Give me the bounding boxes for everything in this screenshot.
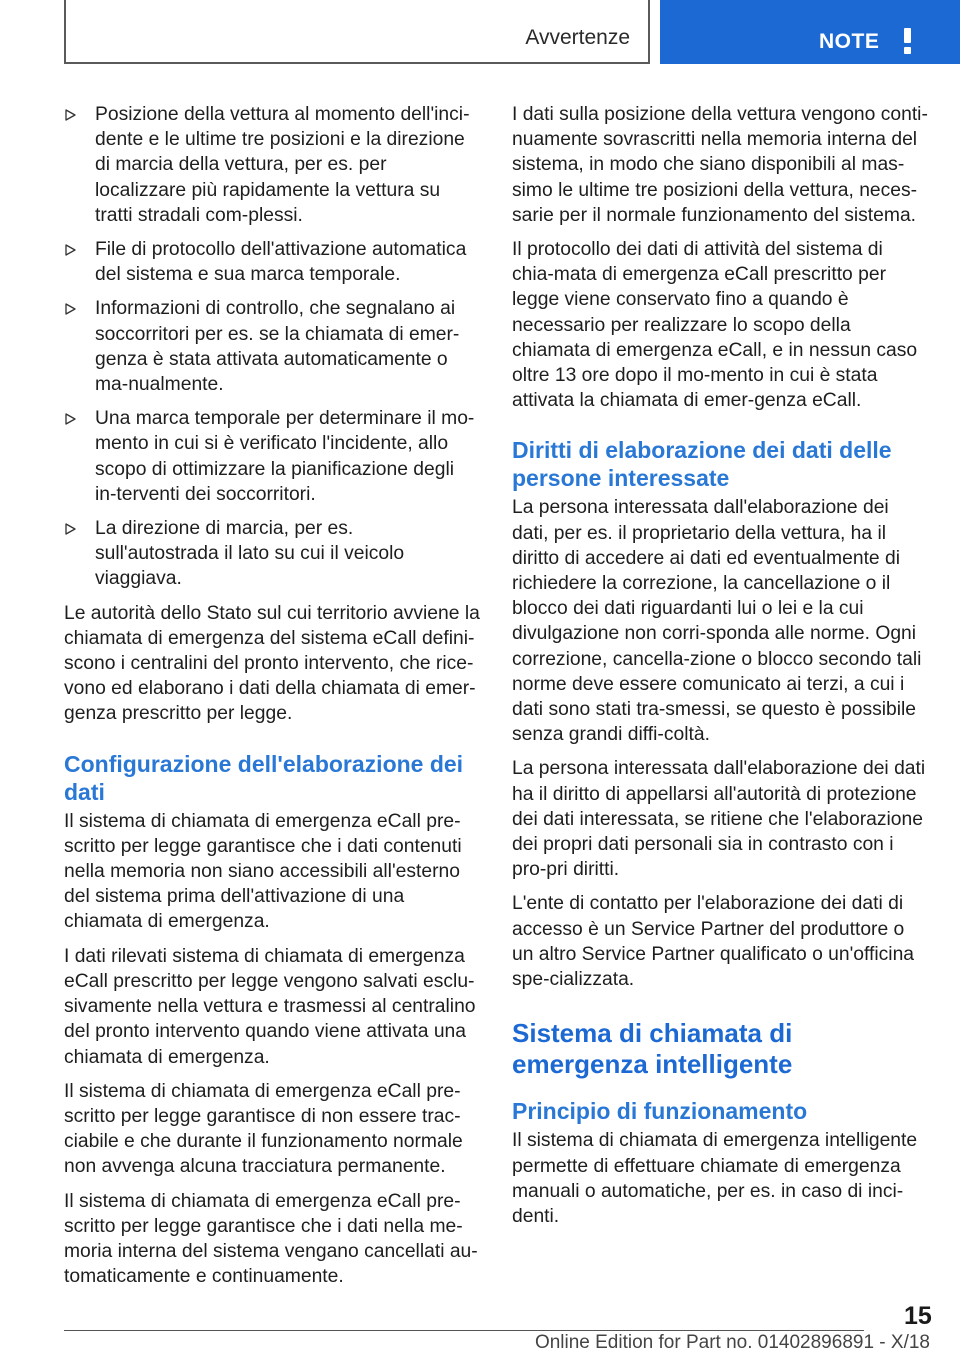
footer-edition: Online Edition for Part no. 01402896891 - X/18 (534, 1332, 930, 1353)
triangle-right-outline-icon (65, 303, 76, 315)
section-heading: Configurazione dell'elaborazione dei dati (64, 750, 464, 805)
header-section-title: Avvertenze (525, 26, 630, 49)
list-item (64, 516, 480, 592)
paragraph: I dati sulla posizione della vettura vengono conti-nuamente sovrascritti nella memoria interna del sistema, in modo che siano disponibili al mas-simo le ultime tre posizioni della vettura, neces-sarie per il normale funzionamento del sistema. (512, 104, 928, 226)
list-item (64, 406, 480, 507)
paragraph: Il sistema di chiamata di emergenza eCall pre-scritto per legge garantisce che i dati contenuti nella memoria non siano accessibili all'esterno del sistema prima dell'attivazione di una chiamata di emergenza. (64, 810, 462, 933)
triangle-right-outline-icon (65, 413, 76, 425)
paragraph: L'ente di contatto per l'elaborazione dei dati di accesso è un Service Partner del produttore o un altro Service Partner qualificato o un'officina spe-cializzata. (512, 893, 915, 991)
triangle-right-outline-icon (65, 109, 76, 121)
paragraph: La persona interessata dall'elaborazione dei dati ha il diritto di appellarsi all'autorità di protezione dei dati interessata, se ritiene che l'elaborazione dei propri dati personali sia in contrasto con i pro-pri diritti. (512, 758, 926, 881)
list-item-text: File di protocollo dell'attivazione automatica del sistema e sua marca temporale. (95, 239, 467, 286)
chapter-heading: Sistema di chiamata di emergenza intelligente (512, 1018, 793, 1080)
left-column (64, 102, 480, 1298)
list-item-text: La direzione di marcia, per es. sull'autostrada il lato su cui il veicolo viaggiava. (95, 518, 405, 590)
triangle-right-outline-icon (65, 523, 76, 535)
section-heading: Diritti di elaborazione dei dati delle persone interessate (512, 437, 892, 492)
paragraph: Il sistema di chiamata di emergenza eCall pre-scritto per legge garantisce che i dati nella me-moria interna del sistema vengano cancellati au-tomaticamente e continuamente. (64, 1190, 478, 1288)
list-item-text: Una marca temporale per determinare il mo-mento in cui si è verificato l'incidente, allo scopo di ottimizzare la pianificazione degli in-terventi dei soccorritori. (95, 408, 475, 505)
triangle-right-outline-icon (65, 244, 76, 256)
paragraph: I dati rilevati sistema di chiamata di emergenza eCall prescritto per legge vengono salvati esclu-sivamente nella vettura e trasmessi al centralino del pronto intervento quando viene attivata una chiamata di emergenza. (64, 945, 476, 1068)
exclamation-icon (900, 28, 914, 54)
header-note-tab (660, 0, 960, 64)
header-section-box (64, 0, 650, 64)
footer-divider (64, 1330, 864, 1331)
paragraph: La persona interessata dall'elaborazione dei dati, per es. il proprietario della vettura, ha il diritto di accedere ai dati ed eventualmente di richiedere la correzione, la cancellazione o il blocco dei dati riguardanti lui o lei e la cui divulgazione non corri-sponda alle norme. Ogni correzione, cancella-zione o blocco secondo tali norme deve essere comunicato ai terzi, a cui i dati sono stati tra-smessi, se questo è possibile senza grandi diffi-coltà. (512, 497, 922, 746)
paragraph: Il sistema di chiamata di emergenza intelligente permette di effettuare chiamate di emergenza manuali o automatiche, per es. in caso di inci-denti. (512, 1130, 918, 1227)
section-heading: Principio di funzionamento (512, 1098, 808, 1125)
list-item (64, 102, 480, 228)
list-item-text: Posizione della vettura al momento dell'inci-dente e le ultime tre posizioni e la direzione di marcia della vettura, per es. per localizzare più rapidamente la vettura su tratti stradali com-plessi. (95, 104, 470, 226)
header-note-label: NOTE (819, 30, 880, 53)
page-number: 15 (904, 1302, 932, 1330)
paragraph: Il protocollo dei dati di attività del sistema di chia-mata di emergenza eCall prescritto per legge viene conservato fino a quando è necessario per realizzare lo scopo della chiamata di emergenza eCall, e in nessun caso oltre 13 ore dopo il mo-mento in cui è stata attivata la chiamata di emer-genza eCall. (512, 239, 918, 412)
right-column (512, 102, 928, 1238)
list-item (64, 237, 480, 287)
paragraph: Il sistema di chiamata di emergenza eCall pre-scritto per legge garantisce di non essere trac-ciabile e che durante il funzionamento normale non avvenga alcuna tracciatura permanente. (64, 1080, 463, 1178)
paragraph: Le autorità dello Stato sul cui territorio avviene la chiamata di emergenza del sistema eCall defini-scono i centralini del pronto intervento, che rice-vono ed elaborano i dati della chiamata di emer-genza prescritto per legge. (64, 602, 480, 725)
list-item-text: Informazioni di controllo, che segnalano ai soccorritori per es. se la chiamata di emer-genza è stata attivata automaticamente o ma-nualmente. (95, 298, 460, 396)
list-item (64, 296, 480, 397)
